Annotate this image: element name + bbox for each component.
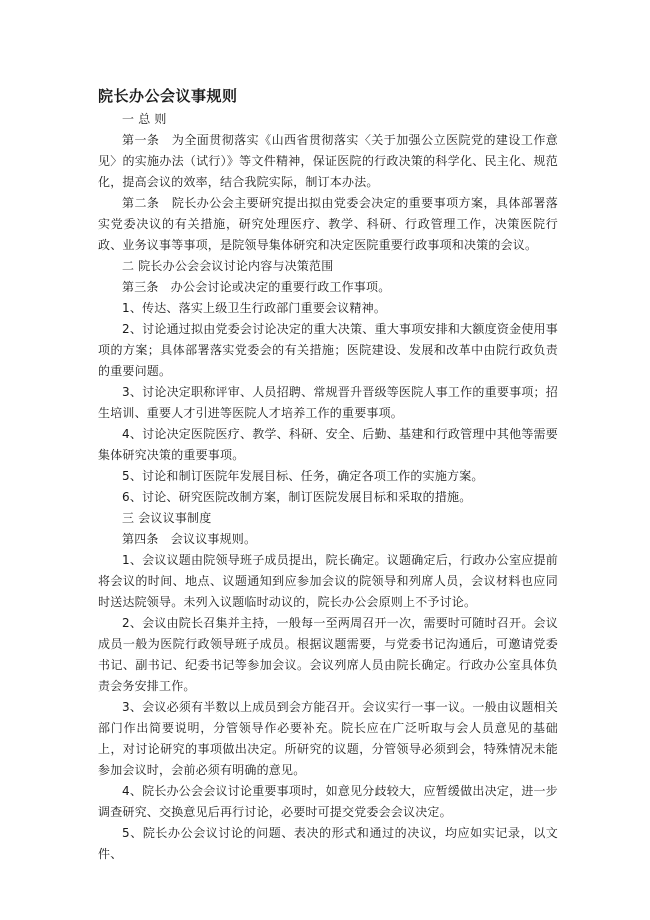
list-item: 6、讨论、研究医院改制方案，制订医院发展目标和采取的措施。: [122, 490, 472, 504]
list-item: 2、讨论通过拟由党委会讨论决定的重大决策、重大事项安排和大额度资金使用事项的方案；具体部署落实党委会的有关措施；医院建设、发展和改革中由院行政负责的重要问题。: [98, 322, 558, 378]
list-item: 3、会议必须有半数以上成员到会方能召开。会议实行一事一议。一般由议题相关部门作出简要说明，分管领导作必要补充。院长应在广泛听取与会人员意见的基础上，对讨论研究的事项做出决定。所研究的议题，分管领导必须到会，特殊情况未能参加会议时，会前必须有明确的意见。: [98, 700, 558, 777]
article-2: 第二条 院长办公会主要研究提出拟由党委会决定的重要事项方案，具体部署落实党委决议的有关措施，研究处理医疗、教学、科研、行政管理工作，决策医院行政、业务议事等事项，是院领导集体研究和决定医院重要行政事项和决策的会议。: [98, 196, 558, 252]
list-item: 5、讨论和制订医院年发展目标、任务，确定各项工作的实施方案。: [122, 469, 484, 483]
article-1: 第一条 为全面贯彻落实《山西省贯彻落实〈关于加强公立医院党的建设工作意见〉的实施办法（试行）》等文件精神，保证医院的行政决策的科学化、民主化、规范化，提高会议的效率，结合我院实际，制订本办法。: [98, 133, 558, 189]
article-3: 第三条 办公会讨论或决定的重要行政工作事项。: [122, 280, 391, 294]
list-item: 4、院长办公会会议讨论重要事项时，如意见分歧较大，应暂缓做出决定，进一步调查研究、交换意见后再行讨论，必要时可提交党委会会议决定。: [98, 784, 558, 819]
list-item: 4、讨论决定医院医疗、教学、科研、安全、后勤、基建和行政管理中其他等需要集体研究决策的重要事项。: [98, 427, 558, 462]
chapter-heading-scope: 二 院长办公会会议讨论内容与决策范围: [122, 259, 334, 273]
list-item: 1、传达、落实上级卫生行政部门重要会议精神。: [122, 301, 387, 315]
list-item: 3、讨论决定职称评审、人员招聘、常规晋升晋级等医院人事工作的重要事项；招生培训、重要人才引进等医院人才培养工作的重要事项。: [98, 385, 558, 420]
article-4: 第四条 会议议事规则。: [122, 532, 257, 546]
document-page: [98, 85, 558, 865]
list-item: 1、会议议题由院领导班子成员提出，院长确定。议题确定后，行政办公室应提前将会议的时间、地点、议题通知到应参加会议的院领导和列席人员，会议材料也应同时送达院领导。未列入议题临时动议的，院长办公会原则上不予讨论。: [98, 553, 558, 609]
list-item: 5、院长办公会议讨论的问题、表决的形式和通过的决议，均应如实记录，以文件、: [98, 826, 558, 861]
chapter-heading-general: 一 总 则: [122, 112, 167, 126]
list-item: 2、会议由院长召集并主持，一般每一至两周召开一次，需要时可随时召开。会议成员一般为医院行政领导班子成员。根据议题需要，与党委书记沟通后，可邀请党委书记、副书记、纪委书记等参加会议。会议列席人员由院长确定。行政办公室具体负责会务安排工作。: [98, 616, 558, 693]
document-title: 院长办公会议事规则: [98, 87, 238, 105]
chapter-heading-rules: 三 会议议事制度: [122, 511, 212, 525]
